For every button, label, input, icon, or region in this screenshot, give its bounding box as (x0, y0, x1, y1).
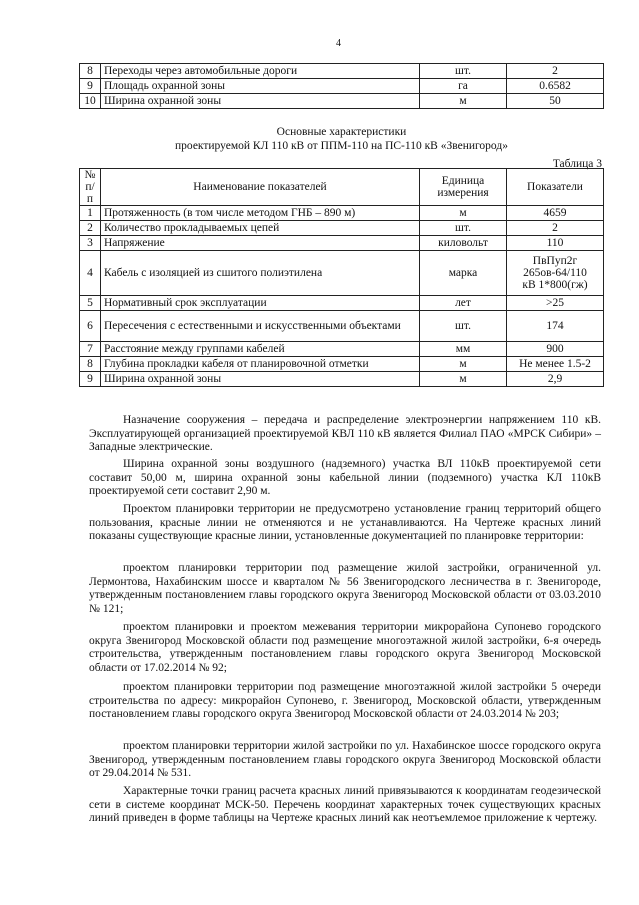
row-unit: шт. (420, 311, 507, 342)
header-num: № п/п (80, 169, 101, 206)
row-name: Ширина охранной зоны (101, 372, 420, 387)
row-name: Переходы через автомобильные дороги (101, 64, 420, 79)
page-number: 4 (336, 38, 341, 49)
paragraph-plan-1: проектом планировки территории под размещение жилой застройки, ограниченной ул. Лермонтова, Нахабинским шоссе и кварталом № 56 Звенигородского лесничества в г. Звенигороде, утвержденным постановлением главы городского округа Звенигород Московской области от 03.03.2010 № 121; (89, 562, 601, 615)
row-number: 1 (80, 206, 101, 221)
row-value: 2,9 (507, 372, 604, 387)
row-value: 50 (507, 94, 604, 109)
row-name: Напряжение (101, 236, 420, 251)
paragraph-plan-2: проектом планировки и проектом межевания территории микрорайона Супонево городского округа Звенигород Московской области под размещение многоэтажной жилой застройки, 6-я очередь строительства, утвержденным постановлением главы городского округа Звенигород Московской области от 17.02.2014 № 92; (89, 621, 601, 674)
table-row (80, 94, 604, 109)
table-row (80, 342, 604, 357)
row-value: >25 (507, 296, 604, 311)
row-unit: мм (420, 342, 507, 357)
row-name: Расстояние между группами кабелей (101, 342, 420, 357)
row-value: 110 (507, 236, 604, 251)
table-row (80, 79, 604, 94)
row-unit: марка (420, 251, 507, 296)
row-number: 9 (80, 372, 101, 387)
table-continuation (79, 63, 604, 109)
header-name: Наименование показателей (101, 169, 420, 206)
table-row (80, 251, 604, 296)
row-unit: м (420, 206, 507, 221)
row-unit: м (420, 94, 507, 109)
row-number: 10 (80, 94, 101, 109)
row-number: 3 (80, 236, 101, 251)
paragraph-purpose: Назначение сооружения – передача и распределение электроэнергии напряжением 110 кВ. Эксплуатирующей организацией проектируемой КВЛ 110 кВ является Филиал ПАО «МРСК Сибири» – Западные электрические. (89, 414, 601, 454)
row-unit: м (420, 372, 507, 387)
paragraph-plan-3: проектом планировки территории под размещение многоэтажной жилой застройки 5 очереди строительства по адресу: микрорайон Супонево, г. Звенигород, Московской области, утвержденным постановлением главы городского округа Звенигород Московской области от 24.03.2014 № 203; (89, 681, 601, 721)
row-unit: шт. (420, 64, 507, 79)
table-row (80, 296, 604, 311)
row-unit: лет (420, 296, 507, 311)
header-unit: Единица измерения (420, 169, 507, 206)
row-name: Нормативный срок эксплуатации (101, 296, 420, 311)
table-row (80, 221, 604, 236)
row-name: Площадь охранной зоны (101, 79, 420, 94)
row-name: Глубина прокладки кабеля от планировочной отметки (101, 357, 420, 372)
row-unit: м (420, 357, 507, 372)
row-value: 0.6582 (507, 79, 604, 94)
paragraph-coordinates: Характерные точки границ расчета красных линий привязываются к координатам геодезической сети в системе координат МСК-50. Перечень координат характерных точек существующих красных линий приведен в форме таблицы на Чертеже красных линий как неотъемлемое приложение к чертежу. (89, 785, 601, 825)
row-name: Пересечения с естественными и искусственными объектами (101, 311, 420, 342)
table-row (80, 357, 604, 372)
row-value: 2 (507, 221, 604, 236)
row-value: 4659 (507, 206, 604, 221)
row-number: 2 (80, 221, 101, 236)
row-number: 6 (80, 311, 101, 342)
paragraph-protection-zone: Ширина охранной зоны воздушного (надземного) участка ВЛ 110кВ проектируемой сети составит 50,00 м, ширина охранной зоны кабельной линии (подземного) участка КЛ 110кВ проектируемой сети составит 2,90 м. (89, 458, 601, 498)
table-row (80, 64, 604, 79)
row-value: 174 (507, 311, 604, 342)
section-heading: Основные характеристики (276, 126, 407, 138)
row-name: Протяженность (в том числе методом ГНБ – 890 м) (101, 206, 420, 221)
row-value: 900 (507, 342, 604, 357)
row-name: Ширина охранной зоны (101, 94, 420, 109)
row-number: 8 (80, 357, 101, 372)
row-number: 7 (80, 342, 101, 357)
header-value: Показатели (507, 169, 604, 206)
paragraph-red-lines: Проектом планировки территории не предусмотрено установление границ территорий общего пользования, красные линии не отменяются и не устанавливаются. На Чертеже красных линий показаны существующие красные линии, установленные документацией по планировке территории: (89, 503, 601, 543)
characteristics-table (79, 168, 604, 387)
table-label: Таблица 3 (552, 158, 602, 170)
row-value: ПвПуп2г 265ов-64/110 кВ 1*800(гж) (507, 251, 604, 296)
row-number: 5 (80, 296, 101, 311)
row-number: 8 (80, 64, 101, 79)
row-unit: шт. (420, 221, 507, 236)
row-unit: киловольт (420, 236, 507, 251)
table-row (80, 236, 604, 251)
row-name: Количество прокладываемых цепей (101, 221, 420, 236)
table-row (80, 311, 604, 342)
row-value: 2 (507, 64, 604, 79)
section-subheading: проектируемой КЛ 110 кВ от ППМ-110 на ПС-110 кВ «Звенигород» (175, 140, 508, 152)
row-name: Кабель с изоляцией из сшитого полиэтилена (101, 251, 420, 296)
table-header-row (80, 169, 604, 206)
table-row (80, 206, 604, 221)
row-value: Не менее 1.5-2 (507, 357, 604, 372)
row-unit: га (420, 79, 507, 94)
row-number: 4 (80, 251, 101, 296)
table-row (80, 372, 604, 387)
paragraph-plan-4: проектом планировки территории жилой застройки по ул. Нахабинское шоссе городского округа Звенигород, утвержденным постановлением главы городского округа Звенигород Московской области от 29.04.2014 № 531. (89, 740, 601, 780)
row-number: 9 (80, 79, 101, 94)
